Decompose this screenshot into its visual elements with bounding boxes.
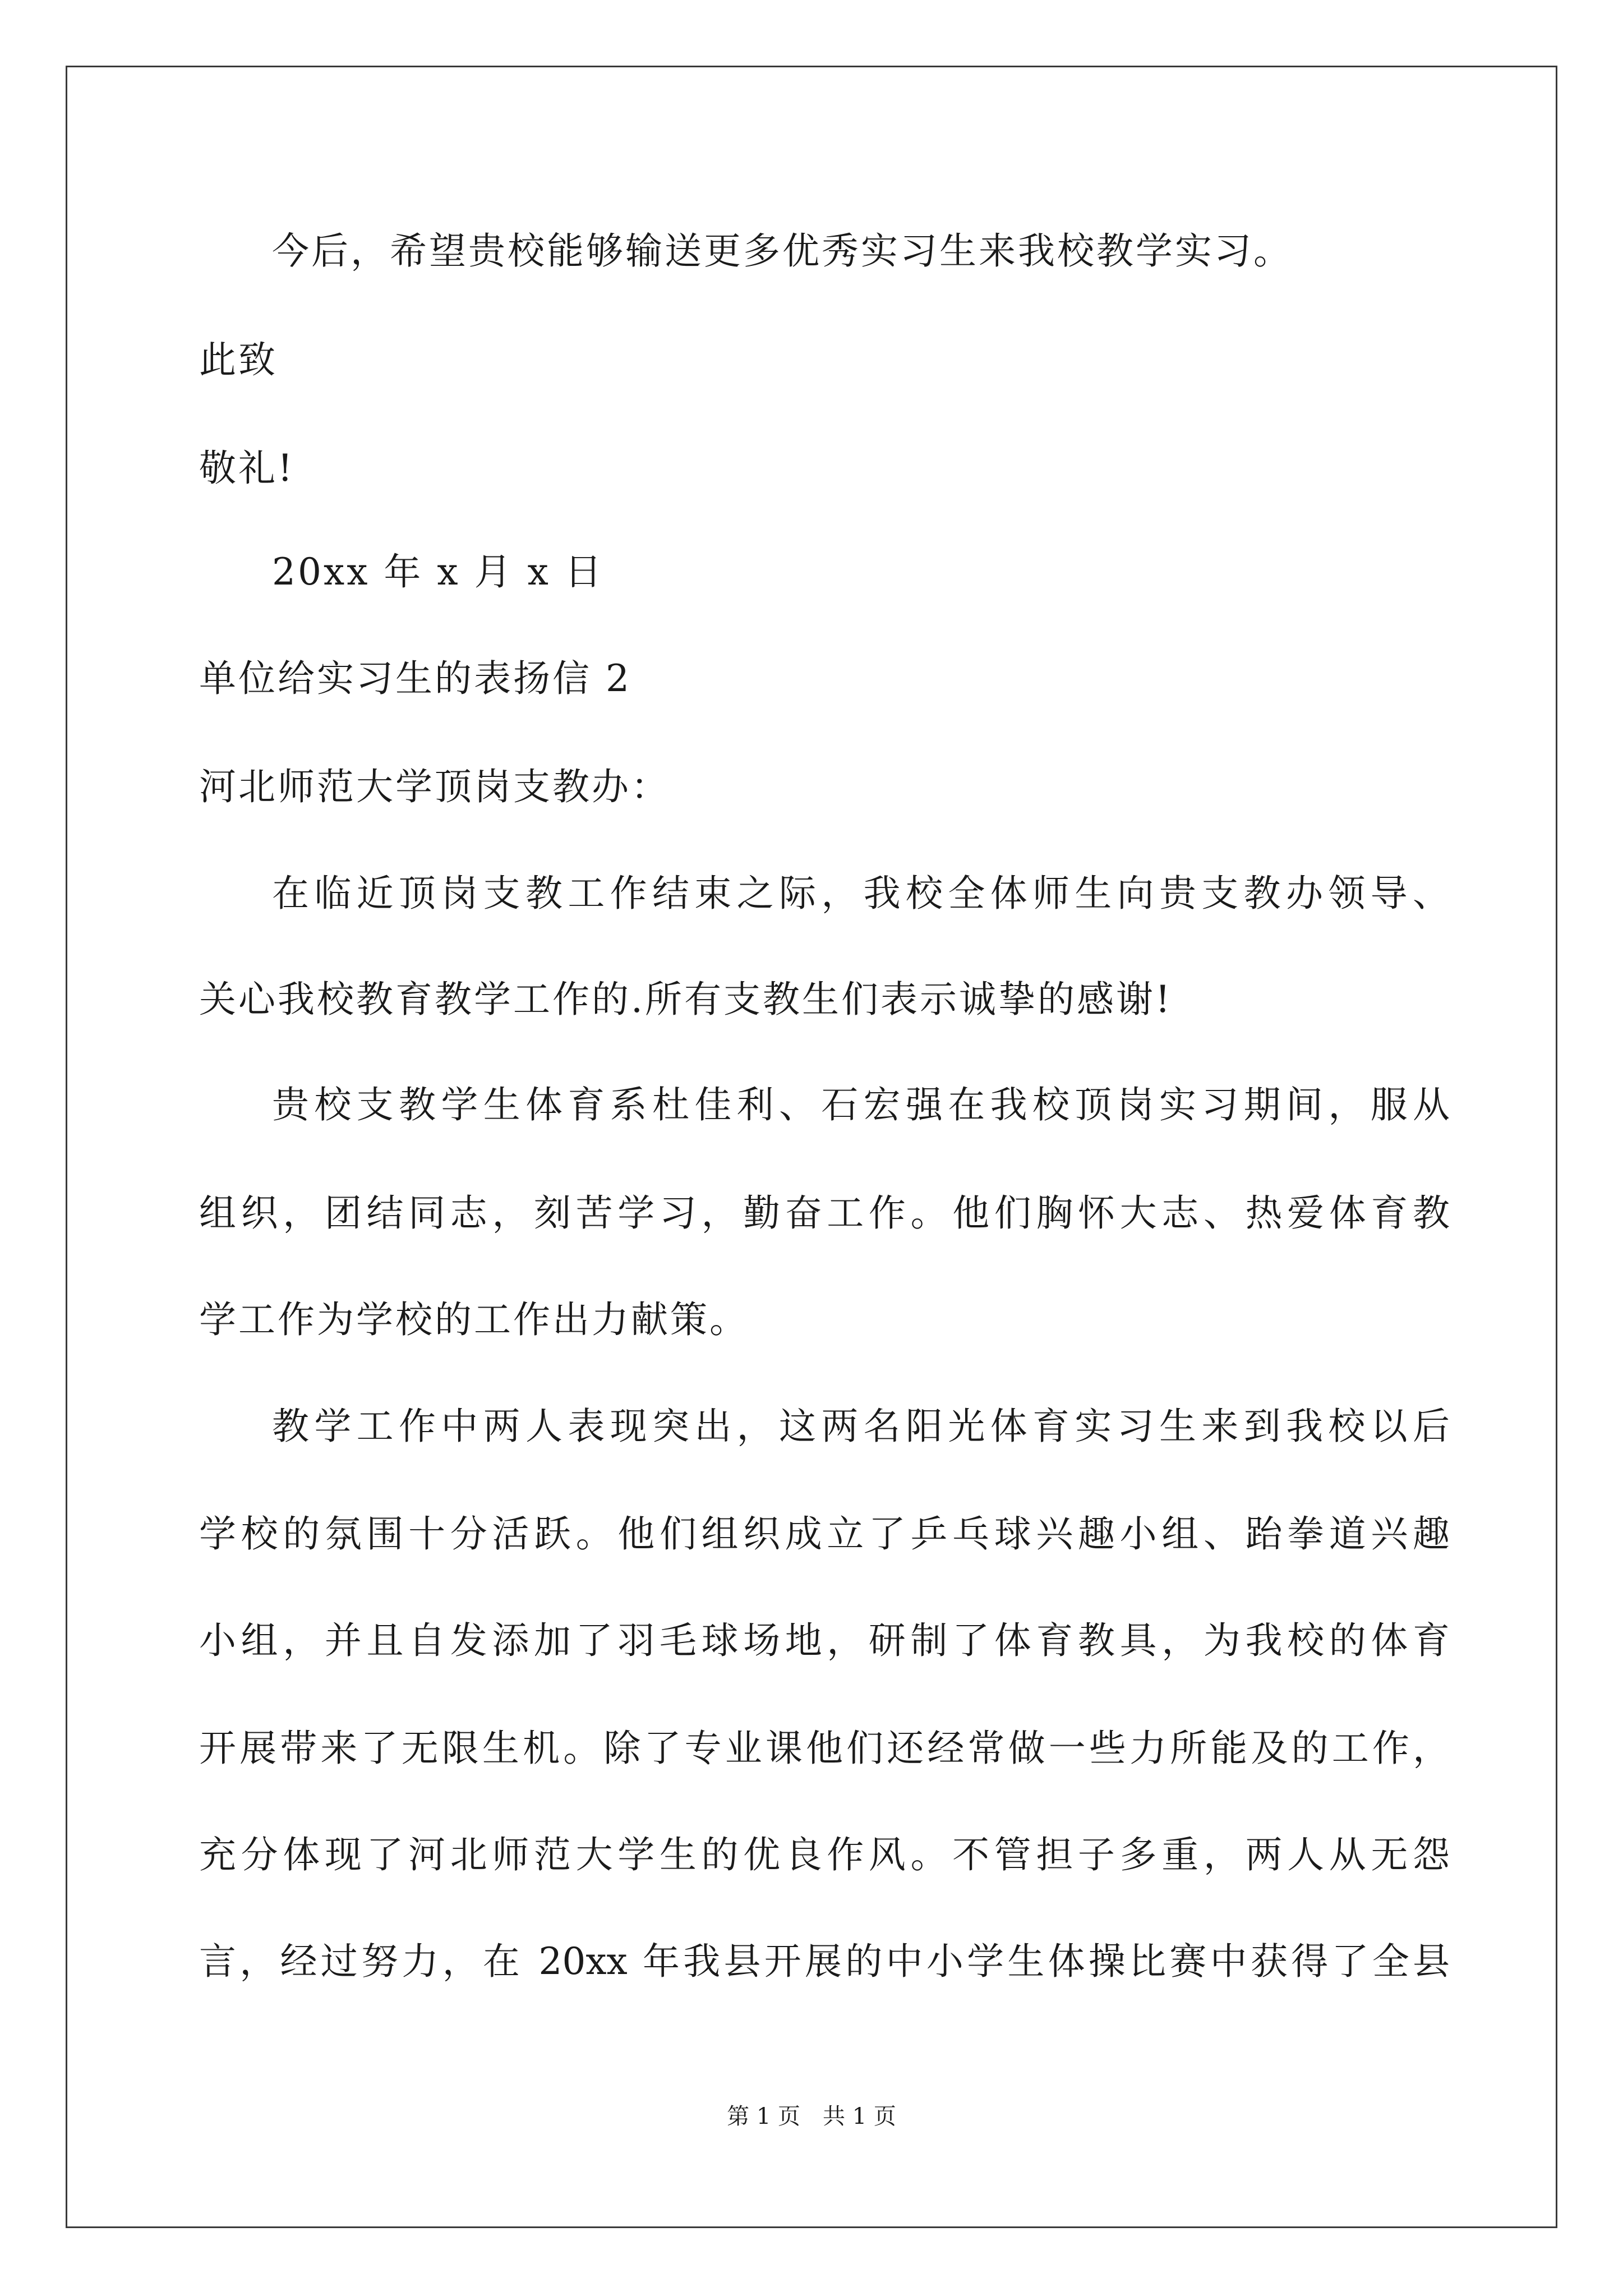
body-line: 学工作为学校的工作出力献策。: [199, 1298, 749, 1341]
salutation-cizhi: 此致: [199, 338, 278, 381]
letter-date: 20xx 年 x 月 x 日: [272, 550, 604, 593]
salutation-jingli: 敬礼!: [199, 447, 295, 490]
letter-heading: 单位给实习生的表扬信 2: [199, 657, 631, 700]
body-line: 贵校支教学生体育系杜佳利、石宏强在我校顶岗实习期间，服从: [272, 1083, 1450, 1126]
body-line: 在临近顶岗支教工作结束之际，我校全体师生向贵支教办领导、: [272, 872, 1450, 915]
body-line: 组织，团结同志，刻苦学习，勤奋工作。他们胸怀大志、热爱体育教: [199, 1191, 1450, 1235]
body-line: 学校的氛围十分活跃。他们组织成立了乒乓球兴趣小组、跆拳道兴趣: [199, 1512, 1450, 1556]
closing-paragraph: 今后，希望贵校能够输送更多优秀实习生来我校教学实习。: [272, 229, 1293, 273]
body-line: 小组，并且自发添加了羽毛球场地，研制了体育教具，为我校的体育: [199, 1619, 1450, 1662]
page-border: [66, 66, 1557, 2228]
body-line: 言，经过努力，在 20xx 年我县开展的中小学生体操比赛中获得了全县: [199, 1940, 1450, 1983]
body-line: 开展带来了无限生机。除了专业课他们还经常做一些力所能及的工作，: [199, 1727, 1450, 1770]
body-line: 教学工作中两人表现突出，这两名阳光体育实习生来到我校以后: [272, 1405, 1450, 1448]
letter-recipient: 河北师范大学顶岗支教办：: [199, 765, 670, 808]
body-line: 充分体现了河北师范大学生的优良作风。不管担子多重，两人从无怨: [199, 1833, 1450, 1876]
page-number-footer: 第 1 页 共 1 页: [727, 2104, 896, 2129]
body-line: 关心我校教育教学工作的.所有支教生们表示诚挚的感谢!: [199, 978, 1173, 1021]
